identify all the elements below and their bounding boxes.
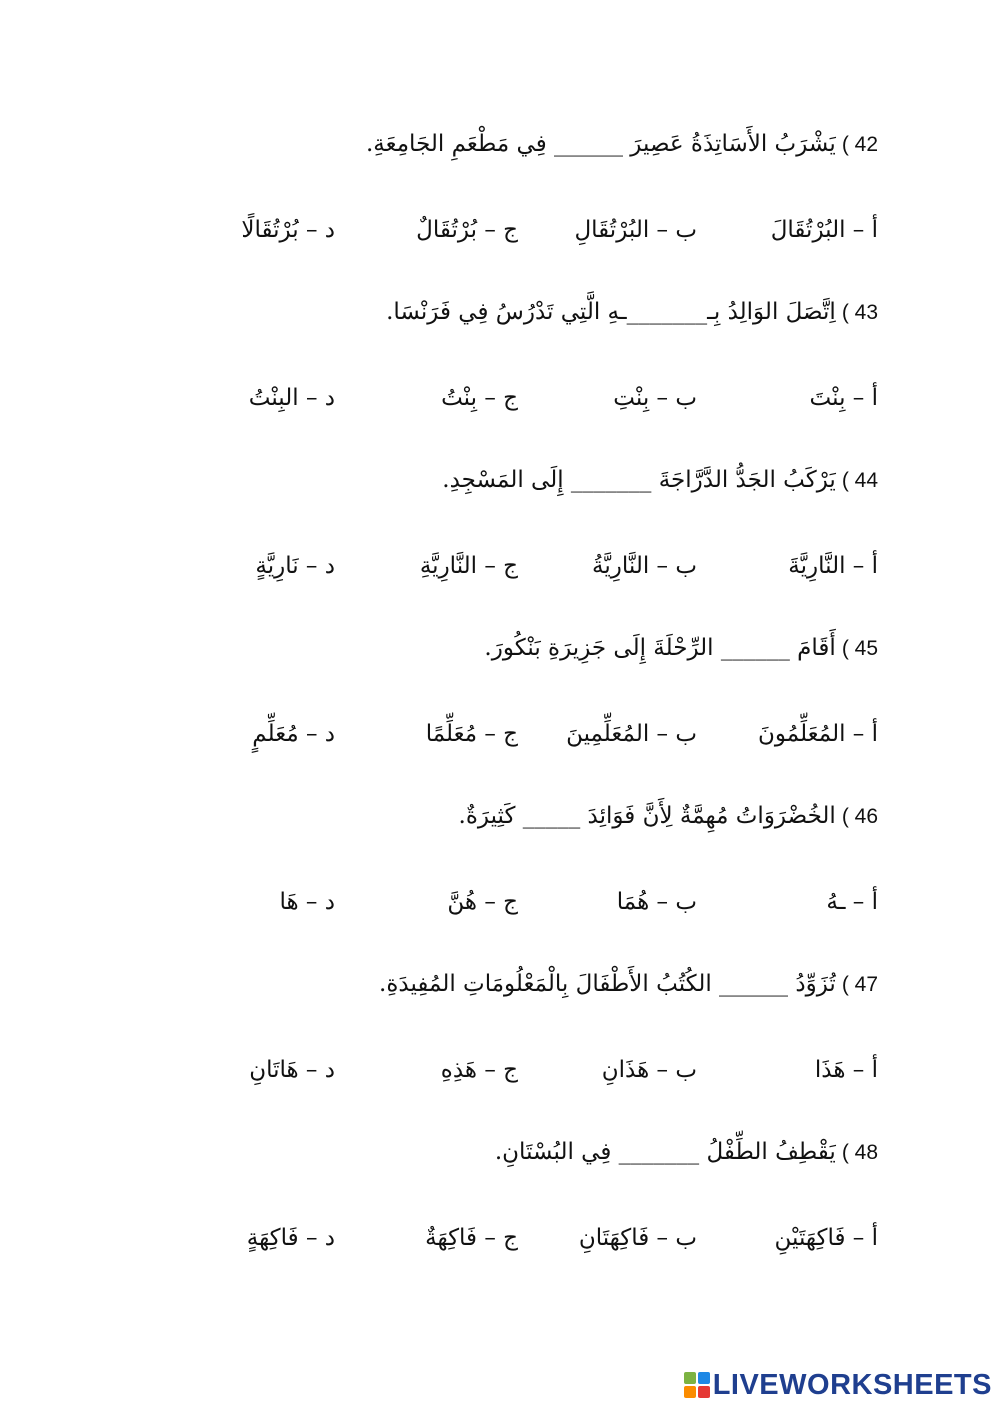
logo-tile-red (698, 1386, 710, 1398)
answer-options (0, 381, 1000, 415)
answer-options (0, 549, 1000, 583)
option-a[interactable]: أ – البُرْتُقَالَ (770, 217, 878, 243)
option-d[interactable]: د – بُرْتُقَالًا (241, 217, 335, 243)
answer-options (0, 1053, 1000, 1087)
option-d[interactable]: د – البِنْتُ (248, 385, 335, 411)
option-a[interactable]: أ – هَذَا (814, 1057, 878, 1083)
question-text (484, 633, 878, 664)
question-text (386, 297, 878, 328)
option-c[interactable]: ج – بُرْتُقَالٌ (416, 217, 518, 243)
question-sentence: يَشْرَبُ الأَسَاتِذَةُ عَصِيرَ ______ فِي مَطْعَمِ الجَامِعَةِ. (366, 131, 836, 157)
question-text (366, 129, 878, 160)
option-b[interactable]: ب – بِنْتِ (613, 385, 697, 411)
question-text (495, 1137, 878, 1168)
option-b[interactable]: ب – المُعَلِّمِينَ (566, 721, 697, 747)
option-c[interactable]: ج – بِنْتُ (441, 385, 518, 411)
option-c[interactable]: ج – هُنَّ (447, 889, 518, 915)
logo-tile-green (684, 1372, 696, 1384)
option-c[interactable]: ج – النَّارِيَّةِ (419, 553, 518, 579)
question-sentence: تُزَوِّدُ ______ الكُتُبُ الأَطْفَالَ بِالْمَعْلُومَاتِ المُفِيدَةِ. (379, 971, 836, 997)
option-c[interactable]: ج – فَاكِهَةٌ (425, 1225, 518, 1251)
option-d[interactable]: د – فَاكِهَةٍ (246, 1225, 335, 1251)
option-d[interactable]: د – هَا (279, 889, 335, 915)
question-number: 44 ) (841, 469, 878, 492)
question-sentence: الخُضْرَوَاتُ مُهِمَّةٌ لِأَنَّ فَوَائِدَ _____ كَثِيرَةٌ. (458, 803, 836, 829)
logo-tile-orange (684, 1386, 696, 1398)
option-c[interactable]: ج – هَذِهِ (440, 1057, 518, 1083)
option-b[interactable]: ب – هَذَانِ (601, 1057, 697, 1083)
question-sentence: أَقَامَ ______ الرِّحْلَةَ إِلَى جَزِيرَةِ بَنْكُورَ. (484, 635, 836, 661)
question-text (442, 465, 878, 496)
question-number: 48 ) (841, 1141, 878, 1164)
question-number: 42 ) (841, 133, 878, 156)
option-a[interactable]: أ – ـهُ (826, 889, 878, 915)
option-c[interactable]: ج – مُعَلِّمًا (425, 721, 518, 747)
question-number: 43 ) (841, 301, 878, 324)
option-d[interactable]: د – هَاتَانِ (249, 1057, 335, 1083)
option-a[interactable]: أ – بِنْتَ (809, 385, 878, 411)
question-sentence: يَرْكَبُ الجَدُّ الدَّرَّاجَةَ _______ إِلَى المَسْجِدِ. (442, 467, 836, 493)
liveworksheets-logo[interactable] (684, 1367, 992, 1403)
option-b[interactable]: ب – فَاكِهَتَانِ (578, 1225, 697, 1251)
answer-options (0, 885, 1000, 919)
option-b[interactable]: ب – هُمَا (616, 889, 697, 915)
liveworksheets-logo-icon (684, 1372, 710, 1398)
logo-text: LIVEWORKSHEETS (712, 1368, 992, 1401)
option-a[interactable]: أ – المُعَلِّمُونَ (758, 721, 878, 747)
question-sentence: يَقْطِفُ الطِّفْلُ _______ فِي البُسْتَانِ. (494, 1139, 836, 1165)
question-number: 46 ) (841, 805, 878, 828)
option-b[interactable]: ب – البُرْتُقَالِ (574, 217, 697, 243)
option-d[interactable]: د – نَارِيَّةٍ (255, 553, 335, 579)
logo-tile-blue (698, 1372, 710, 1384)
answer-options (0, 213, 1000, 247)
option-d[interactable]: د – مُعَلِّمٍ (252, 721, 335, 747)
question-number: 47 ) (841, 973, 878, 996)
option-a[interactable]: أ – النَّارِيَّةَ (788, 553, 878, 579)
question-text (459, 801, 878, 832)
answer-options (0, 1221, 1000, 1255)
answer-options (0, 717, 1000, 751)
option-a[interactable]: أ – فَاكِهَتَيْنِ (774, 1225, 878, 1251)
option-b[interactable]: ب – النَّارِيَّةُ (592, 553, 697, 579)
question-number: 45 ) (841, 637, 878, 660)
question-sentence: اِتَّصَلَ الوَالِدُ بِـ_______ـهِ الَّتِي تَدْرُسُ فِي فَرَنْسَا. (386, 299, 836, 325)
question-text (379, 969, 878, 1000)
